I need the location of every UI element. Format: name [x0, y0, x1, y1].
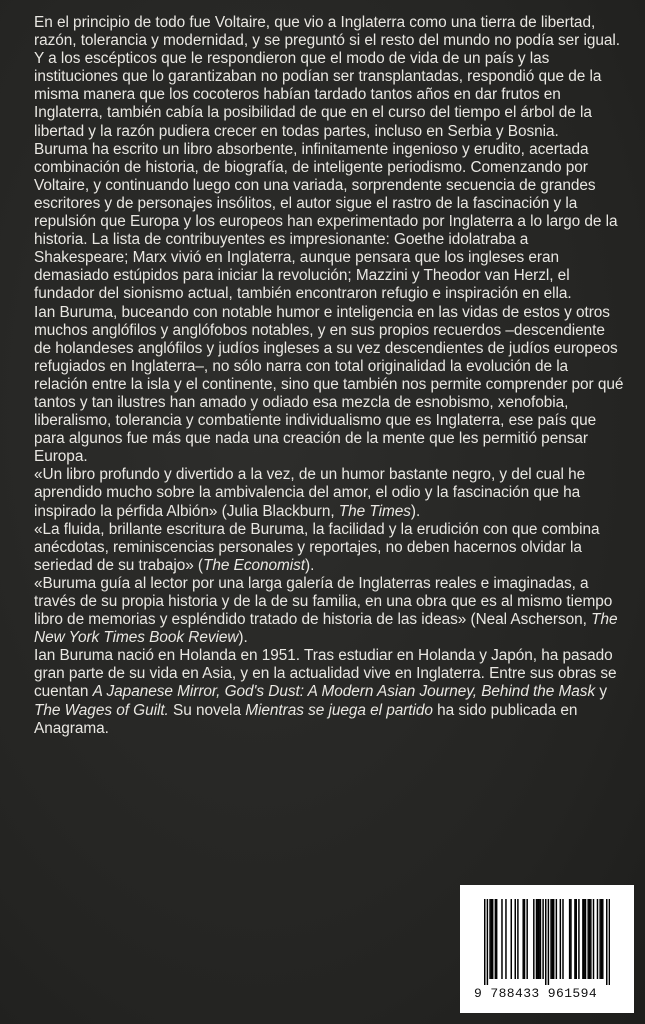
- barcode-bar: [522, 899, 523, 979]
- italic-title: The Times: [338, 502, 411, 520]
- italic-title: The Economist: [203, 556, 306, 574]
- blurb-paragraph: [34, 141, 624, 304]
- barcode: [460, 885, 634, 1013]
- text-run: «Un libro profundo y divertido a la vez, de un humor bastante negro, y del cual he aprendido mucho sobre la ambivalencia del amor, el odio y la fascinación que ha inspirado la pérfida Albión» (Julia Blackburn,: [34, 466, 586, 520]
- barcode-bar: [552, 899, 553, 979]
- barcode-bar: [537, 899, 538, 979]
- barcode-bar: [511, 899, 512, 979]
- blurb-paragraph: [34, 521, 624, 575]
- barcode-bar: [495, 899, 496, 979]
- barcode-bar: [545, 899, 546, 985]
- barcode-bar: [569, 899, 570, 979]
- barcode-bar: [553, 899, 554, 979]
- barcode-bar: [515, 899, 516, 979]
- barcode-bar: [505, 899, 506, 979]
- barcode-bar: [533, 899, 534, 979]
- barcode-bar: [496, 899, 497, 979]
- barcode-bar: [540, 899, 541, 979]
- barcode-bar: [570, 899, 571, 979]
- barcode-bar: [593, 899, 594, 979]
- barcode-bar: [484, 899, 485, 985]
- italic-title: Mientras se juega el partido: [245, 701, 433, 719]
- barcode-bar: [538, 899, 539, 979]
- blurb-paragraph: [34, 575, 624, 647]
- text-run: ).: [305, 556, 315, 574]
- barcode-bar: [562, 899, 563, 979]
- barcode-bar: [501, 899, 502, 979]
- isbn-number: 9 788433 961594: [474, 986, 598, 1001]
- barcode-bar: [602, 899, 603, 979]
- barcode-bar: [606, 899, 607, 985]
- blurb-paragraph: [34, 647, 624, 737]
- barcode-bar: [585, 899, 586, 979]
- barcode-bar: [491, 899, 492, 979]
- italic-title: The Wages of Guilt.: [34, 701, 169, 719]
- barcode-bar: [556, 899, 557, 979]
- barcode-bar: [590, 899, 591, 979]
- barcode-bar: [487, 899, 488, 985]
- barcode-bar: [542, 899, 543, 979]
- barcode-bar: [492, 899, 493, 979]
- text-run: ).: [410, 502, 421, 520]
- barcode-bar: [574, 899, 575, 979]
- text-run: Ian Buruma, buceando con notable humor e inteligencia en las vidas de estos y otros muchos anglófilos y anglófobos notables, y en sus propios recuerdos –descendiente de holandeses anglófilos y judíos ingleses a su vez descendientes de judíos europeos refugiados en Inglaterra–, no sólo narra con total originalidad la evolución de la relación entre la isla y el continente, sino que también nos permite comprender por qué tantos y tan ilustres han amado y odiado esa mezcla de esnobismo, xenofobia, liberalismo, tolerancia y combatiente individualismo que es Inglaterra, ese país que para algunos fue más que nada una creación de la mente que les permitió pensar Europa.: [34, 303, 624, 466]
- text-run: y: [595, 683, 607, 701]
- barcode-bar: [560, 899, 561, 979]
- text-run: ).: [238, 629, 248, 647]
- barcode-bars: [484, 899, 610, 985]
- blurb-text: [34, 14, 624, 738]
- text-run: «La fluida, brillante escritura de Buruma, la facilidad y la erudición con que combina anécdotas, reminiscencias personales y reportajes, no deben hacernos olvidar la seriedad de su trabajo» (: [34, 520, 600, 574]
- barcode-bar: [517, 899, 518, 979]
- barcode-bar: [601, 899, 602, 979]
- barcode-bar: [576, 899, 577, 979]
- text-run: Ian Buruma nació en Holanda en 1951. Tras estudiar en Holanda y Japón, ha pasado gran parte de su vida en Asia, y en la actualidad vive en Inglaterra. Entre sus obras se cuentan: [34, 647, 617, 701]
- barcode-bar: [609, 899, 610, 985]
- barcode-bar: [597, 899, 598, 979]
- text-run: «Buruma guía al lector por una larga galería de Inglaterras reales e imaginadas, a través de su propia historia y de la de su familia, en una obra que es al mismo tiempo libro de memorias y espléndido tratado de historia de las ideas» (Neal Ascherson,: [34, 574, 613, 629]
- blurb-paragraph: [34, 304, 624, 467]
- barcode-bar: [548, 899, 549, 985]
- barcode-bar: [582, 899, 583, 979]
- blurb-paragraph: [34, 14, 624, 141]
- barcode-bar: [587, 899, 588, 979]
- barcode-bar: [550, 899, 551, 979]
- barcode-bar: [589, 899, 590, 979]
- barcode-bar: [578, 899, 579, 979]
- blurb-paragraph: [34, 466, 624, 520]
- text-run: En el principio de todo fue Voltaire, que vio a Inglaterra como una tierra de libertad, razón, tolerancia y modernidad, y se preguntó si el resto del mundo no podía ser igual. Y a los escépticos que le respondieron que el modo de vida de un país y las instituciones que lo garantizaban no podían ser transplantadas, respondió que de la misma manera que los cocoteros habían tardado tantos años en dar frutos en Inglaterra, también cabía la posibilidad de que en el curso del tiempo el árbol de la libertad y la razón pudiera crecer en todas partes, incluso en Serbia y Bosnia.: [34, 14, 620, 140]
- barcode-bar: [489, 899, 490, 979]
- barcode-bar: [524, 899, 525, 979]
- barcode-bar: [583, 899, 584, 979]
- italic-title: The New York Times Book Review: [34, 611, 618, 647]
- text-run: Su novela: [168, 701, 246, 719]
- barcode-bar: [599, 899, 600, 979]
- italic-title: A Japanese Mirror, God's Dust: A Modern Asian Journey, Behind the Mask: [92, 683, 596, 701]
- text-run: ha sido publicada en Anagrama.: [34, 701, 578, 737]
- barcode-bar: [536, 899, 537, 979]
- barcode-bar: [526, 899, 527, 979]
- text-run: Buruma ha escrito un libro absorbente, infinitamente ingenioso y erudito, acertada combinación de historia, de biografía, de inteligente periodismo. Comenzando por Voltaire, y continuando luego con una variada, sorprendente secuencia de grandes escritores y de personajes insólitos, el autor sigue el rastro de la fascinación y la repulsión que Europa y los europeos han experimentado por Inglaterra a lo largo de la historia. La lista de contribuyentes es impresionante: Goethe idolatraba a Shakespeare; Marx vivió en Inglaterra, aunque pensara que los ingleses eran demasiado estúpidos para iniciar la revolución; Mazzini y Theodor van Herzl, el fundador del sionismo actual, también encontraron refugio e inspiración en ella.: [34, 140, 618, 303]
